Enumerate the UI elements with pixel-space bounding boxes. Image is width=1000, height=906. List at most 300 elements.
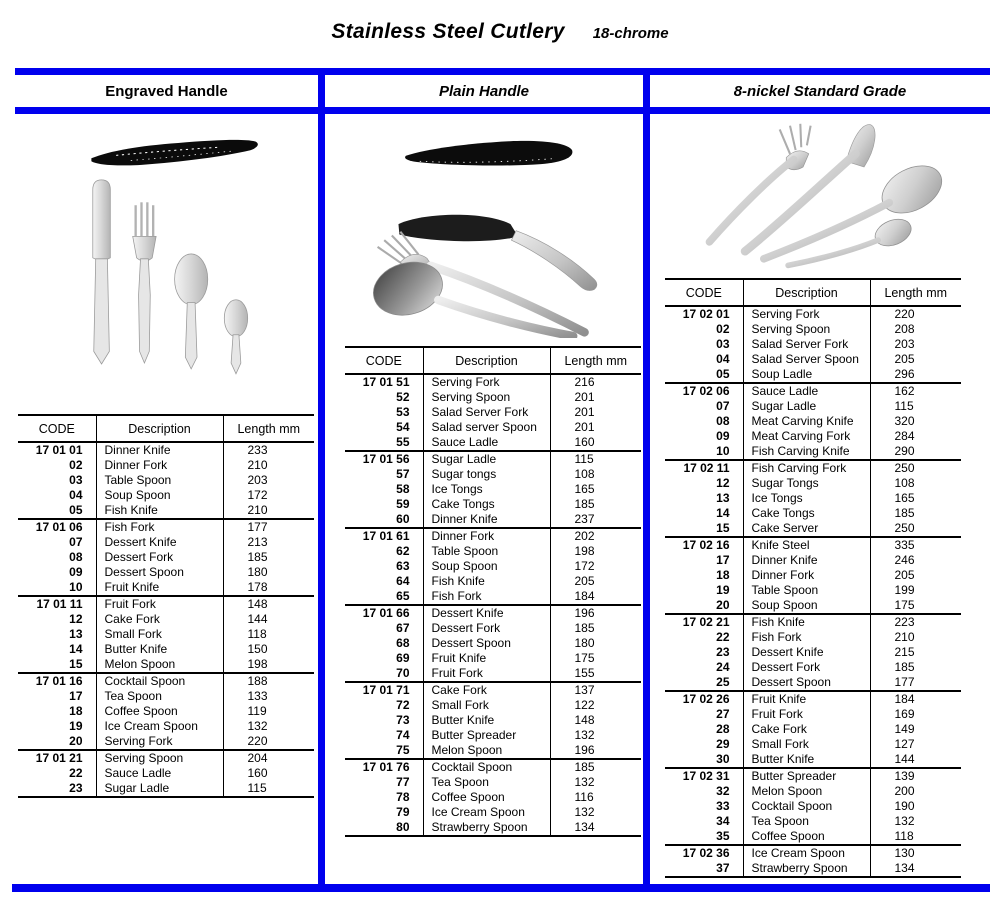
column-header: Length mm [223,415,314,442]
description-cell: Meat Carving Fork [743,429,870,444]
code-cell: 33 [716,799,730,813]
table-row [18,750,314,766]
column-header: Length mm [550,347,641,374]
code-cell: 03 [716,337,730,351]
description-cell: Fruit Fork [96,596,223,612]
table-row [665,784,961,799]
description-cell: Ice Tongs [423,482,550,497]
code-cell: 07 [716,399,730,413]
length-cell: 185 [223,550,314,565]
length-cell: 284 [870,429,961,444]
code-cell: 19 [716,583,730,597]
description-cell: Sugar Ladle [743,399,870,414]
length-cell: 198 [223,657,314,673]
code-cell: 19 [69,719,83,733]
column-header: Description [423,347,550,374]
description-cell: Dessert Spoon [743,675,870,691]
length-cell: 210 [223,458,314,473]
code-cell: 80 [396,820,410,834]
description-cell: Butter Knife [743,752,870,768]
length-cell: 205 [870,568,961,583]
table-row [665,845,961,861]
code-cell: 23 [716,645,730,659]
code-cell: 64 [396,574,410,588]
length-cell: 115 [870,399,961,414]
code-group [345,451,641,528]
code-group [345,374,641,451]
description-cell: Dinner Fork [423,528,550,544]
description-cell: Cake Fork [743,722,870,737]
code-group [18,750,314,797]
table-row [665,306,961,322]
description-cell: Tea Spoon [423,775,550,790]
description-cell: Sugar tongs [423,467,550,482]
code-cell: 05 [716,367,730,381]
description-cell: Fruit Knife [96,580,223,596]
length-cell: 202 [550,528,641,544]
description-cell: Table Spoon [96,473,223,488]
code-cell: 08 [69,550,83,564]
table-row [18,458,314,473]
table-row [665,399,961,414]
length-cell: 250 [870,460,961,476]
length-cell: 165 [870,491,961,506]
column-header-engraved-handle: Engraved Handle [105,82,228,100]
length-cell: 150 [223,642,314,657]
code-cell: 58 [396,482,410,496]
length-cell: 132 [550,775,641,790]
table-row [665,521,961,537]
description-cell: Serving Fork [743,306,870,322]
code-group [665,306,961,383]
table-row [345,589,641,605]
table-row [665,722,961,737]
length-cell: 139 [870,768,961,784]
code-cell: 12 [69,612,83,626]
code-cell: 10 [69,580,83,594]
description-cell: Coffee Spoon [423,790,550,805]
description-cell: Ice Cream Spoon [423,805,550,820]
length-cell: 185 [870,506,961,521]
description-cell: Melon Spoon [743,784,870,799]
length-cell: 132 [870,814,961,829]
code-group [18,596,314,673]
code-cell: 17 01 76 [362,760,410,774]
table-row [345,528,641,544]
table-row [665,614,961,630]
code-cell: 60 [396,512,410,526]
standard-grade-section [643,114,990,884]
length-cell: 160 [550,435,641,451]
code-cell: 17 02 21 [682,615,730,629]
table-row [345,790,641,805]
length-cell: 133 [223,689,314,704]
table-row [345,605,641,621]
description-cell: Sauce Ladle [423,435,550,451]
page-subtitle: 18-chrome [592,25,669,42]
length-cell: 199 [870,583,961,598]
table-row [18,550,314,565]
length-cell: 201 [550,390,641,405]
table-header-row [345,347,641,374]
length-cell: 335 [870,537,961,553]
length-cell: 137 [550,682,641,698]
table-row [18,719,314,734]
table-row [345,651,641,666]
code-cell: 53 [396,405,410,419]
code-cell: 23 [69,781,83,795]
length-cell: 122 [550,698,641,713]
length-cell: 208 [870,322,961,337]
description-cell: Dessert Fork [743,660,870,675]
length-cell: 184 [870,691,961,707]
table-row [345,544,641,559]
description-cell: Dessert Knife [423,605,550,621]
length-cell: 185 [870,660,961,675]
description-cell: Salad Server Fork [423,405,550,420]
code-cell: 09 [69,565,83,579]
table-row [665,414,961,429]
description-cell: Soup Spoon [743,598,870,614]
table-row [665,568,961,583]
table-row [345,666,641,682]
code-cell: 20 [716,598,730,612]
description-cell: Knife Steel [743,537,870,553]
code-cell: 25 [716,675,730,689]
code-cell: 30 [716,752,730,766]
table-header-row [665,279,961,306]
code-cell: 13 [716,491,730,505]
table-row [665,645,961,660]
description-cell: Cake Tongs [743,506,870,521]
length-cell: 149 [870,722,961,737]
description-cell: Coffee Spoon [743,829,870,845]
length-cell: 290 [870,444,961,460]
length-cell: 119 [223,704,314,719]
description-cell: Dessert Fork [96,550,223,565]
length-cell: 130 [870,845,961,861]
code-cell: 22 [69,766,83,780]
code-group [665,614,961,691]
length-cell: 155 [550,666,641,682]
code-cell: 15 [716,521,730,535]
standard-grade-table [665,278,961,878]
length-cell: 210 [870,630,961,645]
description-cell: Fruit Knife [743,691,870,707]
code-cell: 02 [69,458,83,472]
length-cell: 184 [550,589,641,605]
header-cell-standard [643,75,990,107]
description-cell: Butter Knife [423,713,550,728]
code-group [345,528,641,605]
bottom-rule [12,884,990,892]
table-row [18,596,314,612]
table-row [345,574,641,589]
description-cell: Fish Knife [743,614,870,630]
table-row [665,553,961,568]
length-cell: 196 [550,743,641,759]
length-cell: 215 [870,645,961,660]
code-cell: 68 [396,636,410,650]
table-row [665,707,961,722]
length-cell: 205 [870,352,961,367]
code-group [665,845,961,877]
code-cell: 17 02 01 [682,307,730,321]
content-area [15,114,990,884]
description-cell: Fruit Fork [743,707,870,722]
description-cell: Dinner Fork [743,568,870,583]
table-row [345,420,641,435]
column-header: Description [743,279,870,306]
description-cell: Cake Server [743,521,870,537]
code-cell: 35 [716,829,730,843]
description-cell: Table Spoon [743,583,870,598]
table-row [18,503,314,519]
description-cell: Dessert Spoon [96,565,223,580]
length-cell: 115 [223,781,314,797]
code-cell: 17 01 21 [35,751,83,765]
table-row [345,728,641,743]
table-row [345,698,641,713]
description-cell: Dessert Knife [743,645,870,660]
description-cell: Cake Tongs [423,497,550,512]
description-cell: Ice Cream Spoon [743,845,870,861]
table-row [18,535,314,550]
description-cell: Fruit Fork [423,666,550,682]
code-cell: 17 01 51 [362,375,410,389]
table-row [345,743,641,759]
code-cell: 72 [396,698,410,712]
table-row [18,657,314,673]
code-group [665,383,961,460]
description-cell: Dessert Knife [96,535,223,550]
description-cell: Fruit Knife [423,651,550,666]
table-row [665,429,961,444]
table-row [345,805,641,820]
description-cell: Dinner Fork [96,458,223,473]
table-row [665,829,961,845]
length-cell: 175 [870,598,961,614]
code-cell: 75 [396,743,410,757]
length-cell: 175 [550,651,641,666]
table-row [345,559,641,574]
code-cell: 52 [396,390,410,404]
description-cell: Cocktail Spoon [743,799,870,814]
length-cell: 185 [550,621,641,636]
table-row [345,512,641,528]
table-row [18,519,314,535]
table-row [345,374,641,390]
description-cell: Butter Knife [96,642,223,657]
code-cell: 17 02 36 [682,846,730,860]
table-row [345,405,641,420]
length-cell: 177 [870,675,961,691]
table-header-row [18,415,314,442]
length-cell: 134 [870,861,961,877]
table-row [665,799,961,814]
column-header: Description [96,415,223,442]
description-cell: Sauce Ladle [96,766,223,781]
table-row [665,675,961,691]
code-cell: 69 [396,651,410,665]
description-cell: Cocktail Spoon [96,673,223,689]
length-cell: 210 [223,503,314,519]
table-row [345,451,641,467]
description-cell: Fish Carving Fork [743,460,870,476]
length-cell: 172 [223,488,314,503]
description-cell: Sauce Ladle [743,383,870,399]
description-cell: Fish Fork [423,589,550,605]
description-cell: Fish Fork [96,519,223,535]
description-cell: Fish Carving Knife [743,444,870,460]
length-cell: 320 [870,414,961,429]
code-cell: 17 01 71 [362,683,410,697]
length-cell: 169 [870,707,961,722]
length-cell: 204 [223,750,314,766]
column-header: CODE [685,285,722,300]
code-cell: 59 [396,497,410,511]
length-cell: 296 [870,367,961,383]
code-cell: 62 [396,544,410,558]
length-cell: 108 [550,467,641,482]
code-cell: 17 01 01 [35,443,83,457]
standard-grade-image-area [650,114,990,278]
table-row [18,734,314,750]
table-row [18,704,314,719]
code-cell: 17 02 16 [682,538,730,552]
code-cell: 12 [716,476,730,490]
code-cell: 29 [716,737,730,751]
code-cell: 17 02 06 [682,384,730,398]
table-row [665,537,961,553]
engraved-handle-image-area [15,114,318,406]
description-cell: Strawberry Spoon [743,861,870,877]
description-cell: Cake Fork [423,682,550,698]
code-group [18,673,314,750]
table-row [345,636,641,651]
description-cell: Soup Ladle [743,367,870,383]
plain-cutlery-set-image [339,188,625,338]
description-cell: Salad Server Spoon [743,352,870,367]
table-row [665,768,961,784]
code-cell: 17 02 11 [683,461,730,475]
table-row [18,580,314,596]
code-cell: 17 01 66 [362,606,410,620]
header-cell-engraved [15,75,318,107]
code-cell: 67 [396,621,410,635]
length-cell: 233 [223,442,314,458]
length-cell: 196 [550,605,641,621]
length-cell: 127 [870,737,961,752]
description-cell: Dinner Knife [423,512,550,528]
table-row [18,473,314,488]
page-title: Stainless Steel Cutlery [331,20,565,43]
length-cell: 144 [223,612,314,627]
code-cell: 27 [716,707,730,721]
length-cell: 213 [223,535,314,550]
length-cell: 250 [870,521,961,537]
code-cell: 15 [69,657,83,671]
code-cell: 13 [69,627,83,641]
length-cell: 201 [550,405,641,420]
description-cell: Ice Tongs [743,491,870,506]
engraved-cutlery-set-image [47,176,273,402]
code-cell: 08 [716,414,730,428]
description-cell: Ice Cream Spoon [96,719,223,734]
code-cell: 63 [396,559,410,573]
code-cell: 34 [716,814,730,828]
length-cell: 201 [550,420,641,435]
description-cell: Fish Knife [96,503,223,519]
plain-handle-stroke-image [399,128,579,178]
description-cell: Small Fork [423,698,550,713]
code-cell: 18 [716,568,730,582]
length-cell: 237 [550,512,641,528]
table-row [665,583,961,598]
code-cell: 57 [396,467,410,481]
code-group [345,605,641,682]
table-row [345,682,641,698]
length-cell: 134 [550,820,641,836]
length-cell: 115 [550,451,641,467]
length-cell: 144 [870,752,961,768]
code-cell: 17 02 31 [682,769,730,783]
description-cell: Dessert Fork [423,621,550,636]
length-cell: 203 [870,337,961,352]
table-row [665,322,961,337]
length-cell: 185 [550,759,641,775]
code-cell: 37 [716,861,730,875]
description-cell: Cocktail Spoon [423,759,550,775]
table-row [665,861,961,877]
table-row [665,444,961,460]
description-cell: Dinner Knife [743,553,870,568]
code-cell: 10 [716,444,730,458]
length-cell: 188 [223,673,314,689]
table-row [665,352,961,367]
table-row [665,691,961,707]
code-cell: 17 01 16 [35,674,83,688]
length-cell: 165 [550,482,641,497]
length-cell: 203 [223,473,314,488]
description-cell: Serving Fork [423,374,550,390]
table-row [345,467,641,482]
description-cell: Butter Spreader [743,768,870,784]
length-cell: 216 [550,374,641,390]
table-row [665,814,961,829]
length-cell: 118 [870,829,961,845]
column-header: CODE [38,421,75,436]
description-cell: Coffee Spoon [96,704,223,719]
code-group [345,759,641,836]
code-group [665,768,961,845]
engraved-handle-section [15,114,318,884]
code-cell: 17 02 26 [682,692,730,706]
description-cell: Soup Spoon [96,488,223,503]
description-cell: Serving Spoon [743,322,870,337]
code-group [18,442,314,519]
code-group [665,691,961,768]
length-cell: 180 [223,565,314,580]
length-cell: 132 [550,728,641,743]
table-row [665,491,961,506]
length-cell: 148 [223,596,314,612]
column-header-plain-handle: Plain Handle [438,82,530,100]
description-cell: Serving Spoon [423,390,550,405]
table-row [665,660,961,675]
table-row [665,737,961,752]
length-cell: 223 [870,614,961,630]
